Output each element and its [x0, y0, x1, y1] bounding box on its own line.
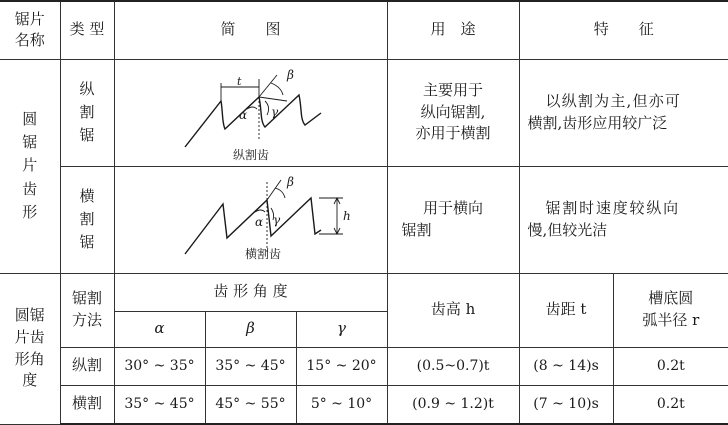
group2-label-line4: 度: [22, 371, 38, 390]
cross-tooth-label: 横割齿: [244, 246, 281, 261]
cross-saw-usage-line1: 用于横向: [423, 198, 484, 217]
method-header: [60, 273, 114, 347]
cross-saw-type-char1: 横: [79, 186, 95, 205]
cross-gamma-symbol: γ: [272, 212, 280, 227]
rip-saw-type-char3: 锯: [79, 126, 95, 145]
method-header-line1: 锯割: [71, 289, 102, 308]
group1-label-char3: 片: [22, 156, 38, 175]
header-type: 类 型: [60, 1, 114, 59]
cross-saw-feature: [519, 166, 728, 273]
rip-tooth-profile: [185, 95, 321, 147]
rip-tooth-diagram: [115, 61, 388, 165]
gamma-header: γ: [296, 311, 387, 347]
cross-saw-usage: [387, 166, 519, 273]
cross-alpha-symbol: α: [254, 214, 263, 229]
rip-saw-type-char2: 割: [79, 102, 95, 121]
group1-label-char5: 形: [22, 202, 38, 221]
cross-tooth-profile: [185, 198, 321, 254]
rip-saw-usage-line3: 亦用于横割: [415, 124, 491, 143]
cross-saw-type-char2: 割: [79, 209, 95, 228]
row2-height: (0.9 ~ 1.2)t: [387, 385, 519, 424]
table-row: [0, 385, 728, 424]
row2-method: 横割: [60, 385, 114, 424]
header-row: [0, 1, 728, 59]
cross-h-symbol: h: [342, 208, 351, 223]
rip-saw-feature: [519, 59, 728, 166]
row2-pitch: (7 ~ 10)s: [519, 385, 613, 424]
row2-beta: 45° ~ 55°: [205, 385, 296, 424]
cross-saw-feature-line1: 锯割时速度较纵向: [545, 198, 680, 217]
header-feature: 特 征: [519, 1, 728, 59]
row2-radius: 0.2t: [613, 385, 728, 424]
rip-tooth-diagram-cell: [114, 59, 387, 166]
angle-header-row1: [0, 273, 728, 311]
group1-label: [0, 59, 60, 273]
rip-t-symbol: t: [236, 74, 241, 88]
group2-label: [0, 273, 60, 424]
cross-beta-symbol: β: [286, 174, 294, 189]
cross-tooth-diagram-cell: [114, 166, 387, 273]
rip-beta-symbol: β: [286, 67, 294, 82]
header-diagram: 简 图: [114, 1, 387, 59]
rip-saw-feature-line1: 以纵割为主,但亦可: [545, 91, 682, 110]
angle-header: 齿 形 角 度: [114, 273, 387, 311]
radius-header-line2: 弧半径 r: [642, 311, 700, 329]
rip-saw-type: [60, 59, 114, 166]
cross-saw-row: [0, 166, 728, 273]
cross-saw-type-char3: 锯: [79, 233, 95, 252]
row1-beta: 35° ~ 45°: [205, 347, 296, 385]
beta-header: β: [205, 311, 296, 347]
row1-method: 纵割: [60, 347, 114, 385]
group2-label-line3: 形角: [14, 349, 45, 368]
header-saw-name-line2: 名称: [14, 31, 45, 50]
cross-saw-type: [60, 166, 114, 273]
cross-saw-feature-line2: 慢,但较光洁: [527, 220, 608, 239]
row2-gamma: 5° ~ 10°: [296, 385, 387, 424]
row2-alpha: 35° ~ 45°: [114, 385, 205, 424]
rip-saw-feature-line2: 横割,齿形应用较广泛: [527, 113, 668, 132]
header-usage: 用 途: [387, 1, 519, 59]
radius-header: [613, 273, 728, 347]
group1-label-char1: 圆: [22, 109, 38, 128]
group1-label-char4: 齿: [22, 179, 38, 198]
height-header: 齿高 h: [387, 273, 519, 347]
header-saw-name-line1: 锯片: [14, 9, 45, 28]
rip-saw-row: [0, 59, 728, 166]
alpha-header: α: [114, 311, 205, 347]
radius-header-line1: 槽底圆: [648, 289, 694, 308]
rip-alpha-symbol: α: [238, 107, 247, 122]
header-saw-name: [0, 1, 60, 59]
rip-saw-usage-line2: 纵向锯割,: [420, 102, 486, 121]
group1-label-char2: 锯: [22, 133, 38, 152]
table-row: [0, 347, 728, 385]
rip-tooth-label: 纵割齿: [232, 147, 269, 162]
row1-gamma: 15° ~ 20°: [296, 347, 387, 385]
rip-saw-usage: [387, 59, 519, 166]
row1-radius: 0.2t: [613, 347, 728, 385]
row1-height: (0.5~0.7)t: [387, 347, 519, 385]
row1-pitch: (8 ~ 14)s: [519, 347, 613, 385]
rip-saw-type-char1: 纵: [79, 79, 95, 98]
rip-gamma-symbol: γ: [270, 104, 278, 119]
cross-saw-usage-line2: 锯割: [401, 220, 432, 239]
rip-saw-usage-line1: 主要用于: [423, 80, 484, 99]
cross-tooth-diagram: [115, 168, 388, 272]
method-header-line2: 方法: [71, 311, 102, 329]
row1-alpha: 30° ~ 35°: [114, 347, 205, 385]
pitch-header: 齿距 t: [519, 273, 613, 347]
group2-label-line2: 片齿: [14, 327, 45, 346]
group2-label-line1: 圆锯: [14, 306, 45, 324]
